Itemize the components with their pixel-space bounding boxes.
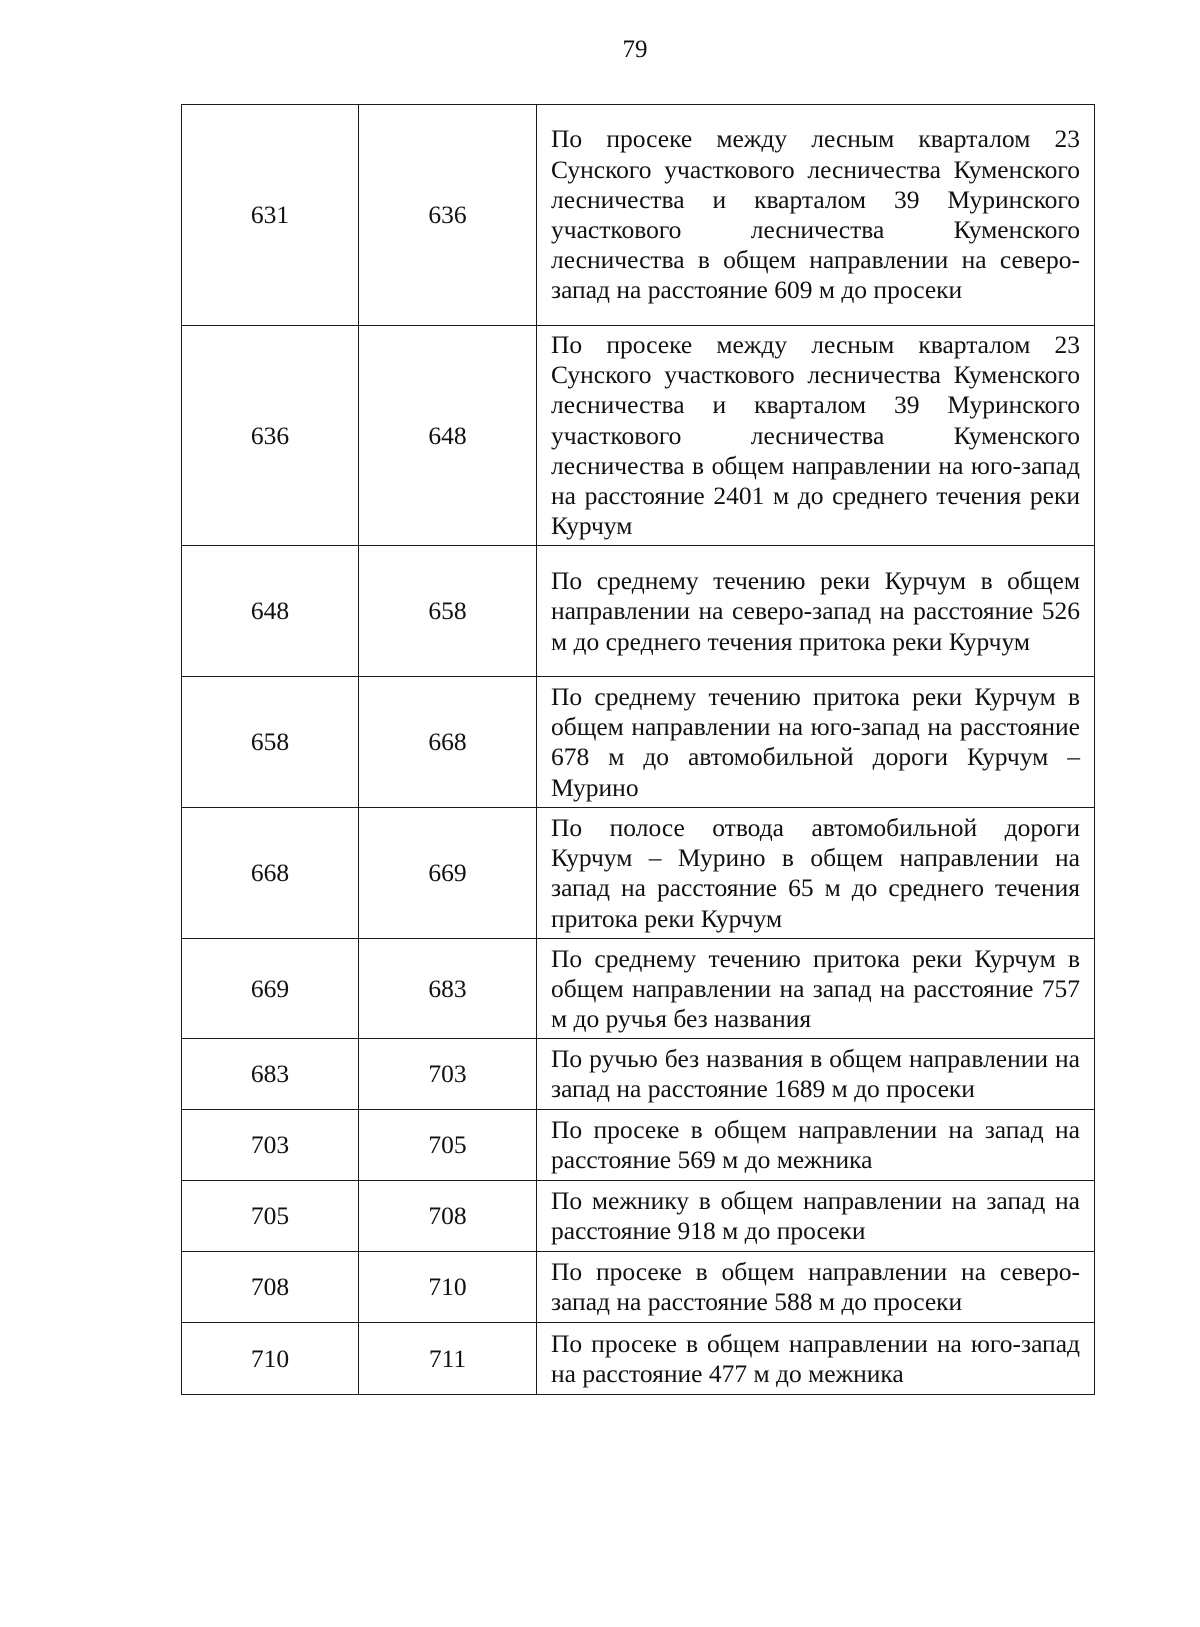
description-cell: По просеке между лесным кварталом 23 Сунского участкового лесничества Куменского лесничества и кварталом 39 Муринского участкового лесничества Куменского лесничества в общем направлении на юго-запад на расстояние 2401 м до среднего течения реки Курчум — [537, 326, 1095, 546]
from-point-cell: 658 — [182, 677, 359, 808]
table-row — [182, 326, 1095, 546]
to-point-cell: 669 — [359, 808, 537, 939]
description-cell: По просеке между лесным кварталом 23 Сунского участкового лесничества Куменского лесничества и кварталом 39 Муринского участкового лесничества Куменского лесничества в общем направлении на северо-запад на расстояние 609 м до просеки — [537, 105, 1095, 326]
table-row — [182, 105, 1095, 326]
description-cell: По среднему течению реки Курчум в общем направлении на северо-запад на расстояние 526 м до среднего течения притока реки Курчум — [537, 546, 1095, 677]
to-point-cell: 710 — [359, 1252, 537, 1323]
table-row — [182, 1323, 1095, 1395]
to-point-cell: 708 — [359, 1181, 537, 1252]
to-point-cell: 711 — [359, 1323, 537, 1395]
table-row — [182, 1039, 1095, 1110]
from-point-cell: 683 — [182, 1039, 359, 1110]
table-row — [182, 939, 1095, 1039]
to-point-cell: 668 — [359, 677, 537, 808]
from-point-cell: 648 — [182, 546, 359, 677]
from-point-cell: 703 — [182, 1110, 359, 1181]
to-point-cell: 636 — [359, 105, 537, 326]
from-point-cell: 631 — [182, 105, 359, 326]
to-point-cell: 683 — [359, 939, 537, 1039]
table-row — [182, 808, 1095, 939]
page-number: 79 — [622, 36, 648, 63]
table-row — [182, 546, 1095, 677]
to-point-cell: 648 — [359, 326, 537, 546]
boundary-table — [181, 104, 1095, 1395]
description-cell: По просеке в общем направлении на юго-запад на расстояние 477 м до межника — [537, 1323, 1095, 1395]
description-cell: По среднему течению притока реки Курчум в общем направлении на запад на расстояние 757 м до ручья без названия — [537, 939, 1095, 1039]
table-row — [182, 677, 1095, 808]
description-cell: По полосе отвода автомобильной дороги Курчум – Мурино в общем направлении на запад на расстояние 65 м до среднего течения притока реки Курчум — [537, 808, 1095, 939]
from-point-cell: 668 — [182, 808, 359, 939]
description-cell: По просеке в общем направлении на запад на расстояние 569 м до межника — [537, 1110, 1095, 1181]
from-point-cell: 636 — [182, 326, 359, 546]
to-point-cell: 705 — [359, 1110, 537, 1181]
description-cell: По среднему течению притока реки Курчум в общем направлении на юго-запад на расстояние 678 м до автомобильной дороги Курчум – Мурино — [537, 677, 1095, 808]
to-point-cell: 703 — [359, 1039, 537, 1110]
from-point-cell: 669 — [182, 939, 359, 1039]
description-cell: По просеке в общем направлении на северо-запад на расстояние 588 м до просеки — [537, 1252, 1095, 1323]
table-row — [182, 1181, 1095, 1252]
description-cell: По межнику в общем направлении на запад на расстояние 918 м до просеки — [537, 1181, 1095, 1252]
from-point-cell: 705 — [182, 1181, 359, 1252]
table-row — [182, 1252, 1095, 1323]
from-point-cell: 708 — [182, 1252, 359, 1323]
from-point-cell: 710 — [182, 1323, 359, 1395]
description-cell: По ручью без названия в общем направлении на запад на расстояние 1689 м до просеки — [537, 1039, 1095, 1110]
table-row — [182, 1110, 1095, 1181]
to-point-cell: 658 — [359, 546, 537, 677]
